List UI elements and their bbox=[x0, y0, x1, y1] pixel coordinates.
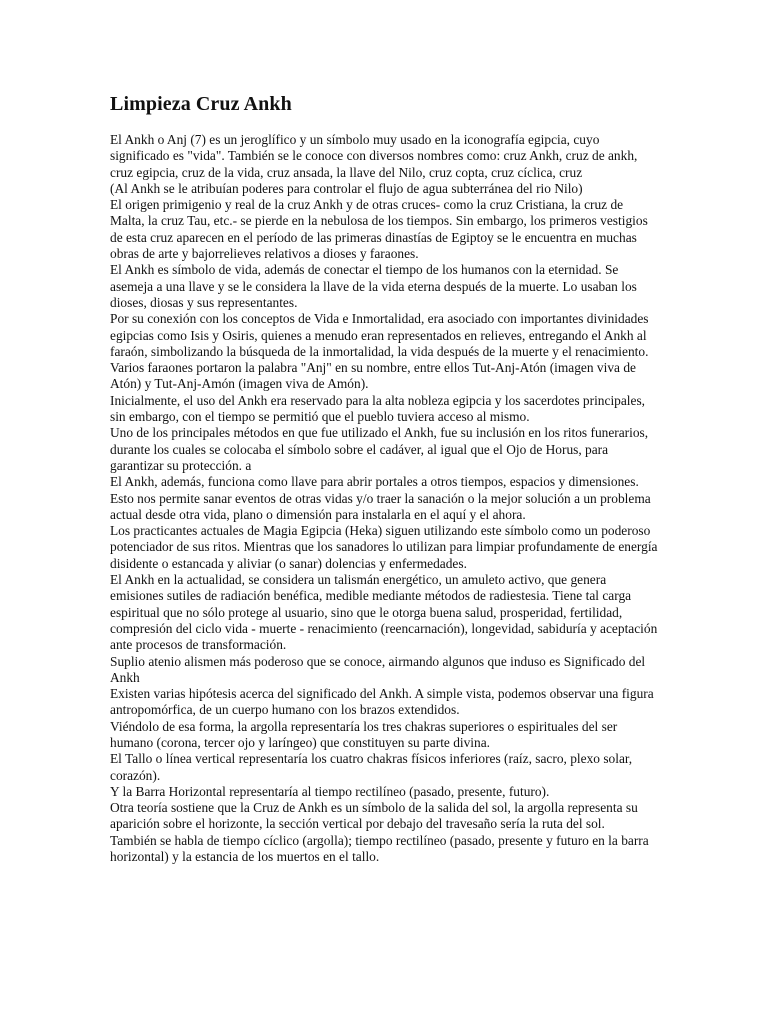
paragraph: (Al Ankh se le atribuían poderes para controlar el flujo de agua subterránea del rio Nilo) bbox=[110, 180, 583, 196]
paragraph: Suplio atenio alismen más poderoso que se conoce, airmando algunos que induso es Significado del Ankh bbox=[110, 653, 646, 685]
paragraph: El Ankh o Anj (7) es un jeroglífico y un símbolo muy usado en la iconografía egipcia, cuyo significado es "vida". También se le conoce con diversos nombres como: cruz Ankh, cruz de ankh, cruz egipcia, cruz de la vida, cruz ansada, la llave del Nilo, cruz copta, cruz cíclica, cruz bbox=[110, 132, 638, 180]
paragraph: Y la Barra Horizontal representaría al tiempo rectilíneo (pasado, presente, futuro). bbox=[110, 783, 550, 799]
paragraph: El Tallo o línea vertical representaría los cuatro chakras físicos inferiores (raíz, sacro, plexo solar, corazón). bbox=[110, 751, 633, 783]
paragraph: También se habla de tiempo cíclico (argolla); tiempo rectilíneo (pasado, presente y futuro en la barra horizontal) y la estancia de los muertos en el tallo. bbox=[110, 832, 649, 865]
paragraph: Los practicantes actuales de Magia Egipcia (Heka) siguen utilizando este símbolo como un poderoso potenciador de sus ritos. Mientras que los sanadores lo utilizan para limpiar profundamente de energía disidente o estancada y aliviar (o sanar) dolencias y enfermedades. bbox=[110, 523, 658, 571]
paragraph: Varios faraones portaron la palabra "Anj" en su nombre, entre ellos Tut-Anj-Atón (imagen viva de Atón) y Tut-Anj-Amón (imagen viva de Amón). bbox=[110, 360, 636, 392]
page-title: Limpieza Cruz Ankh bbox=[110, 93, 292, 115]
paragraph: El Ankh en la actualidad, se considera un talismán energético, un amuleto activo, que genera emisiones sutiles de radiación benéfica, medible mediante métodos de radiestesia. Tiene tal carga espiritual que no sólo protege al usuario, sino que le otorga buena salud, prosperidad, fertilidad, compresión del ciclo vida - muerte - renacimiento (reencarnación), longevidad, sabiduría y aceptación ante procesos de transformación. bbox=[110, 572, 658, 653]
paragraph: Inicialmente, el uso del Ankh era reservado para la alta nobleza egipcia y los sacerdotes principales, sin embargo, con el tiempo se permitió que el pueblo tuviera acceso al mismo. bbox=[110, 392, 646, 425]
paragraph: Viéndolo de esa forma, la argolla representaría los tres chakras superiores o espirituales del ser humano (corona, tercer ojo y laríngeo) que constituyen su parte divina. bbox=[110, 718, 618, 750]
paragraph: Otra teoría sostiene que la Cruz de Ankh es un símbolo de la salida del sol, la argolla representa su aparición sobre el horizonte, la sección vertical por debajo del travesaño sería la ruta del sol. bbox=[110, 800, 638, 832]
document-body bbox=[110, 92, 658, 865]
paragraph: El Ankh, además, funciona como llave para abrir portales a otros tiempos, espacios y dimensiones. Esto nos permite sanar eventos de otras vidas y/o traer la sanación o la mejor solución a un problema actual desde otra vida, plano o dimensión para instalarla en el aquí y el ahora. bbox=[110, 474, 651, 522]
paragraph: Existen varias hipótesis acerca del significado del Ankh. A simple vista, podemos observar una figura antropomórfica, de un cuerpo humano con los brazos extendidos. bbox=[110, 686, 654, 718]
paragraph: Uno de los principales métodos en que fue utilizado el Ankh, fue su inclusión en los ritos funerarios, durante los cuales se colocaba el símbolo sobre el cadáver, al igual que el Ojo de Horus, para garantizar su protección. a bbox=[110, 425, 649, 473]
paragraph: Por su conexión con los conceptos de Vida e Inmortalidad, era asociado con importantes divinidades egipcias como Isis y Osiris, quienes a menudo eran representados en relieves, entregando el Ankh al faraón, simbolizando la búsqueda de la inmortalidad, la vida después de la muerte y el renacimiento. bbox=[110, 311, 649, 359]
paragraph: El origen primigenio y real de la cruz Ankh y de otras cruces- como la cruz Cristiana, la cruz de Malta, la cruz Tau, etc.- se pierde en la nebulosa de los tiempos. Sin embargo, los primeros vestigios de esta cruz aparecen en el período de las primeras dinastías de Egiptoy se le encuentra en muchas obras de arte y bajorrelieves relativos a dioses y faraones. bbox=[110, 197, 648, 262]
paragraph: El Ankh es símbolo de vida, además de conectar el tiempo de los humanos con la eternidad. Se asemeja a una llave y se le considera la llave de la vida eterna después de la muerte. Lo usaban los dioses, diosas y sus representantes. bbox=[110, 262, 637, 310]
